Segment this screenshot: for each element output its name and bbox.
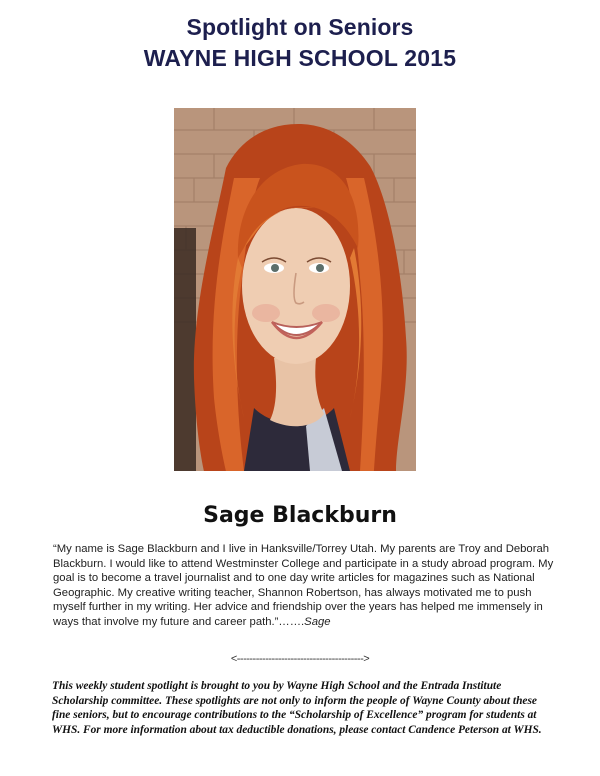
- student-quote: [53, 542, 563, 630]
- footer-note: This weekly student spotlight is brought to you by Wayne High School and the Entrada Institute Scholarship committee. These spotlights are not only to inform the people of Wayne County about these fine seniors, but to encourage contributions to the “Scholarship of Excellence” program for students at WHS. For more information about tax deductible donations, please contact Candence Peterson at WHS.: [52, 680, 542, 736]
- quote-signature: Sage: [304, 615, 331, 628]
- quote-text: “My name is Sage Blackburn and I live in Hanksville/Torrey Utah. My parents are Troy and Deborah Blackburn. I would like to attend Westminster College and participate in a study abroad program. My goal is to become a travel journalist and to one day write articles for magazines such as National Geographic. My creative writing teacher, Shannon Robertson, has always motivated me to push myself further in my writing. Her advice and friendship over the years has helped me immensely in ways that involve my future and career path.”…….: [53, 543, 554, 628]
- page-subtitle: WAYNE HIGH SCHOOL 2015: [143, 45, 457, 71]
- page-title: Spotlight on Seniors: [186, 14, 414, 40]
- portrait-illustration: [174, 108, 416, 471]
- student-name: Sage Blackburn: [203, 503, 397, 528]
- student-photo: [174, 108, 416, 471]
- section-divider: <---------------------------------------->: [230, 653, 370, 665]
